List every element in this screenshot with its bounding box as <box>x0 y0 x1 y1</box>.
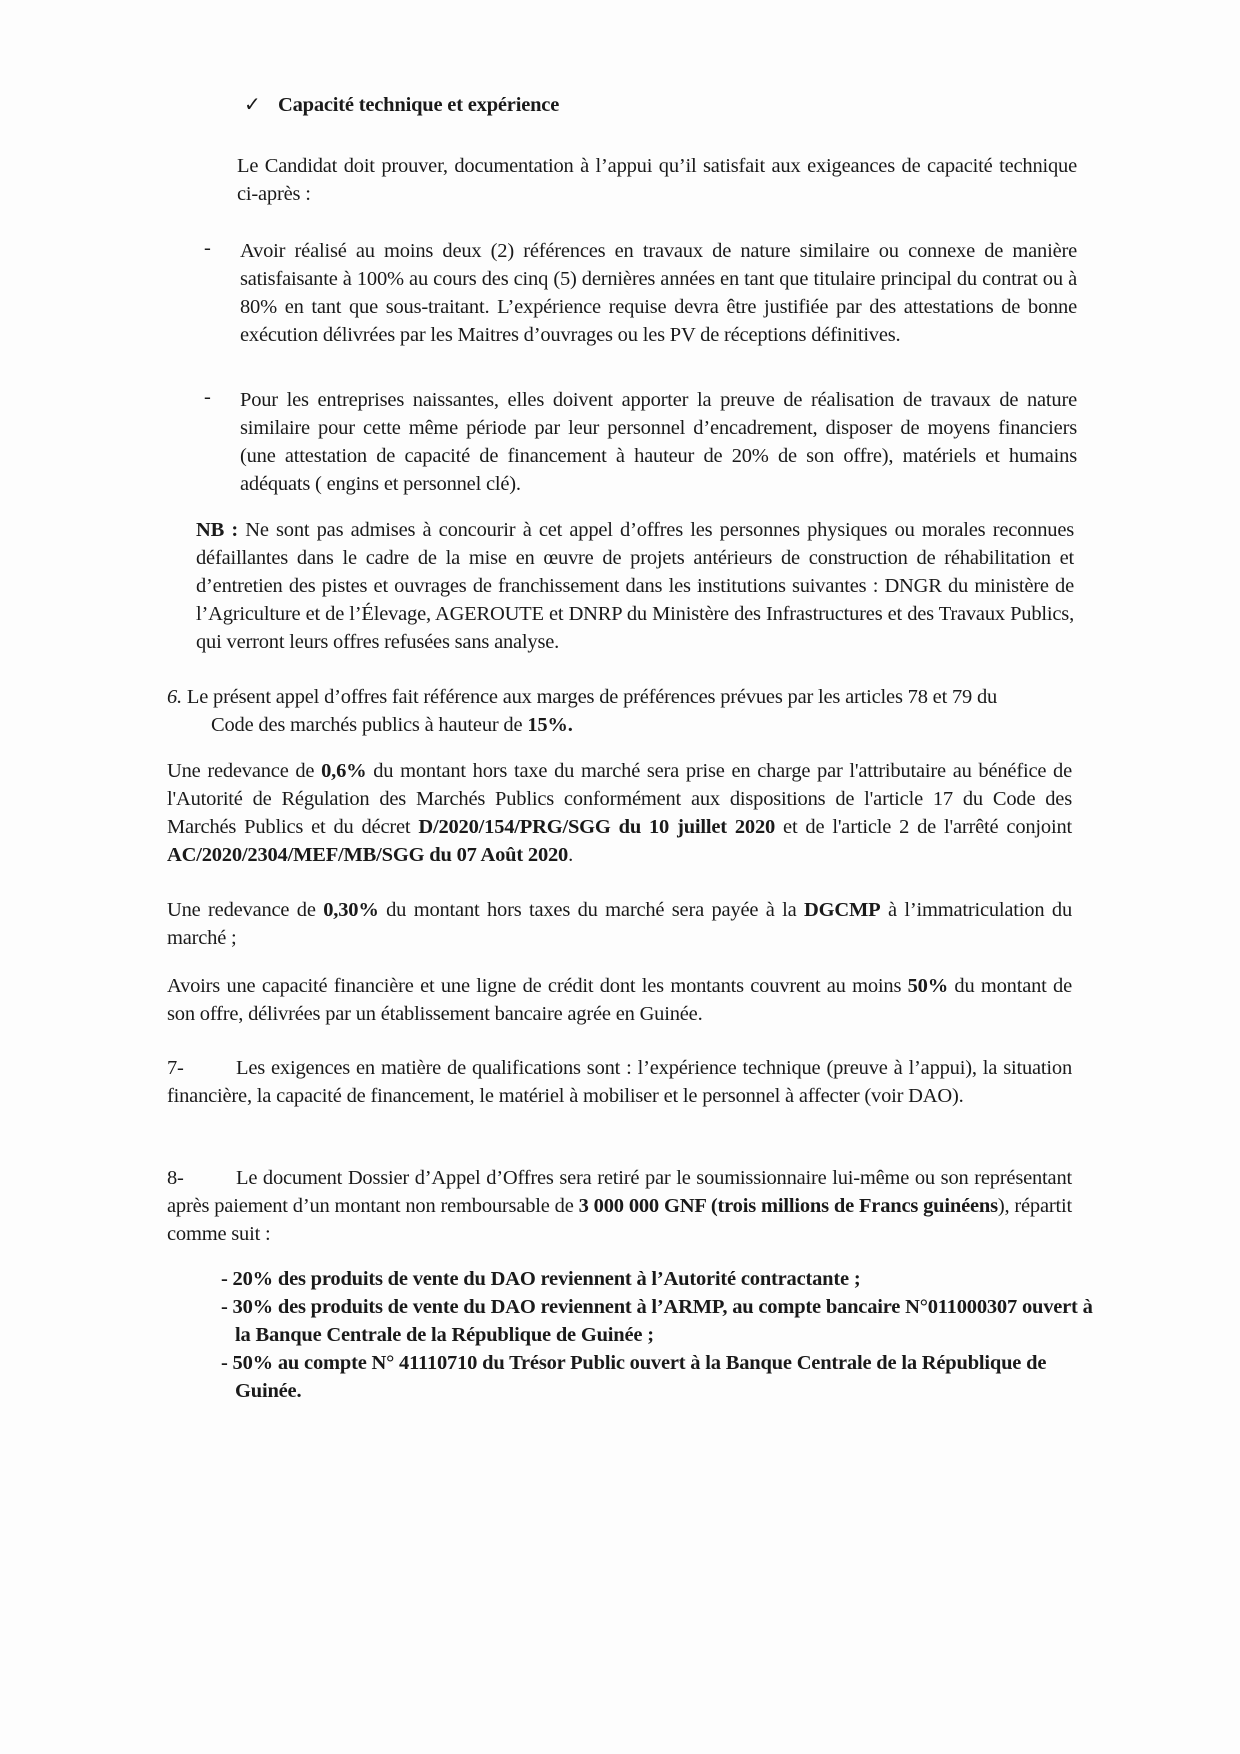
paragraph-6-line1 <box>167 683 1072 711</box>
requirement-item: Pour les entreprises naissantes, elles doivent apporter la preuve de réalisation de travaux de nature similaire pour cette même période par leur personnel d’encadrement, disposer de moyens financiers (une attestation de capacité de financement à hauteur de 20% de son offre), matériels et humains adéquats ( engins et personnel clé). <box>240 389 1077 495</box>
paragraph-6-text: Le présent appel d’offres fait référence aux marges de préférences prévues par les articles 78 et 79 du <box>181 686 998 708</box>
paragraph-6 <box>167 683 1072 739</box>
decree-reference: D/2020/154/PRG/SGG du 10 juillet 2020 <box>418 816 776 838</box>
text-run: . <box>568 844 574 866</box>
distribution-item: - 20% des produits de vente du DAO reviennent à l’Autorité contractante ; <box>221 1268 861 1290</box>
nb-paragraph <box>196 516 1074 656</box>
distribution-item: - 50% au compte N° 41110710 du Trésor Public ouvert à la Banque Centrale de la République de Guinée. <box>221 1352 1047 1402</box>
checkmark-icon: ✓ <box>244 94 261 116</box>
nb-text: Ne sont pas admises à concourir à cet appel d’offres les personnes physiques ou morales reconnues défaillantes dans le cadre de la mise en œuvre de projets antérieurs de construction de réhabilitation et d’entretien des pistes et ouvrages de franchissement dans les institutions suivantes : DNGR du ministère de l’Agriculture et de l’Élevage, AGEROUTE et DNRP du Ministère des Infrastructures et des Travaux Publics, qui verront leurs offres refusées sans analyse. <box>196 519 1074 653</box>
dao-price: 3 000 000 GNF (trois millions de Francs guinéens <box>578 1195 998 1217</box>
text-run: Une redevance de <box>167 899 324 921</box>
text-run: Avoirs une capacité financière et une ligne de crédit dont les montants couvrent au moins <box>167 975 908 997</box>
bullet-dash: - <box>204 237 211 259</box>
paragraph-6-line2 <box>167 711 1072 739</box>
paragraph-number: 7- <box>167 1057 184 1079</box>
distribution-item: - 30% des produits de vente du DAO reviennent à l’ARMP, au compte bancaire N°011000307 ouvert à la Banque Centrale de la République de Guinée ; <box>221 1296 1093 1346</box>
redevance-armp-paragraph <box>167 757 1072 869</box>
requirement-item: Avoir réalisé au moins deux (2) références en travaux de nature similaire ou connexe de manière satisfaisante à 100% au cours des cinq (5) dernières années en tant que titulaire principal du contrat ou à 80% en tant que sous-traitant. L’expérience requise devra être justifiée par des attestations de bonne exécution délivrées par les Maitres d’ouvrages ou les PV de réceptions définitives. <box>240 240 1077 346</box>
distribution-list <box>221 1265 1101 1405</box>
dgcmp-label: DGCMP <box>804 899 881 921</box>
paragraph-7-text: Les exigences en matière de qualifications sont : l’expérience technique (preuve à l’appui), la situation financière, la capacité de financement, le matériel à mobiliser et le personnel à affecter (voir DAO). <box>167 1057 1072 1107</box>
paragraph-number: 8- <box>167 1167 184 1189</box>
text-run: du montant de son offre, délivrées par un établissement bancaire agrée en Guinée. <box>167 975 1072 1025</box>
text-run: Le document Dossier d’Appel d’Offres sera retiré par le soumissionnaire lui-même ou son représentant après paiement d’un montant non remboursable de <box>167 1167 1072 1217</box>
intro-paragraph: Le Candidat doit prouver, documentation à l’appui qu’il satisfait aux exigeances de capacité technique ci-après : <box>237 155 1077 205</box>
nb-label: NB : <box>196 519 238 541</box>
paragraph-7 <box>167 1054 1072 1110</box>
text-run: Une redevance de <box>167 760 322 782</box>
text-run: du montant hors taxe du marché sera prise en charge par l'attributaire au bénéfice de l'Autorité de Régulation des Marchés Publics conformément aux dispositions de l'article 17 du Code des Marchés Publics et du décret <box>167 760 1072 838</box>
arrete-reference: AC/2020/2304/MEF/MB/SGG du 07 Août 2020 <box>167 844 569 866</box>
paragraph-8 <box>167 1164 1072 1248</box>
text-run: du montant hors taxes du marché sera payée à la <box>378 899 805 921</box>
paragraph-6-text-cont: Code des marchés publics à hauteur de <box>211 714 528 736</box>
financial-capacity-paragraph <box>167 972 1072 1028</box>
text-run: à l’immatriculation du marché ; <box>167 899 1072 949</box>
coverage-percent: 50% <box>907 975 949 997</box>
redevance-rate: 0,6% <box>321 760 367 782</box>
bullet-dash: - <box>204 386 211 408</box>
section-heading: Capacité technique et expérience <box>278 94 560 116</box>
text-run: et de l'article 2 de l'arrêté conjoint <box>775 816 1073 838</box>
paragraph-number: 6. <box>167 686 182 708</box>
preference-margin-value: 15%. <box>527 714 573 736</box>
redevance-rate: 0,30% <box>323 899 379 921</box>
text-run: ), répartit comme suit : <box>167 1195 1072 1245</box>
redevance-dgcmp-paragraph <box>167 896 1072 952</box>
